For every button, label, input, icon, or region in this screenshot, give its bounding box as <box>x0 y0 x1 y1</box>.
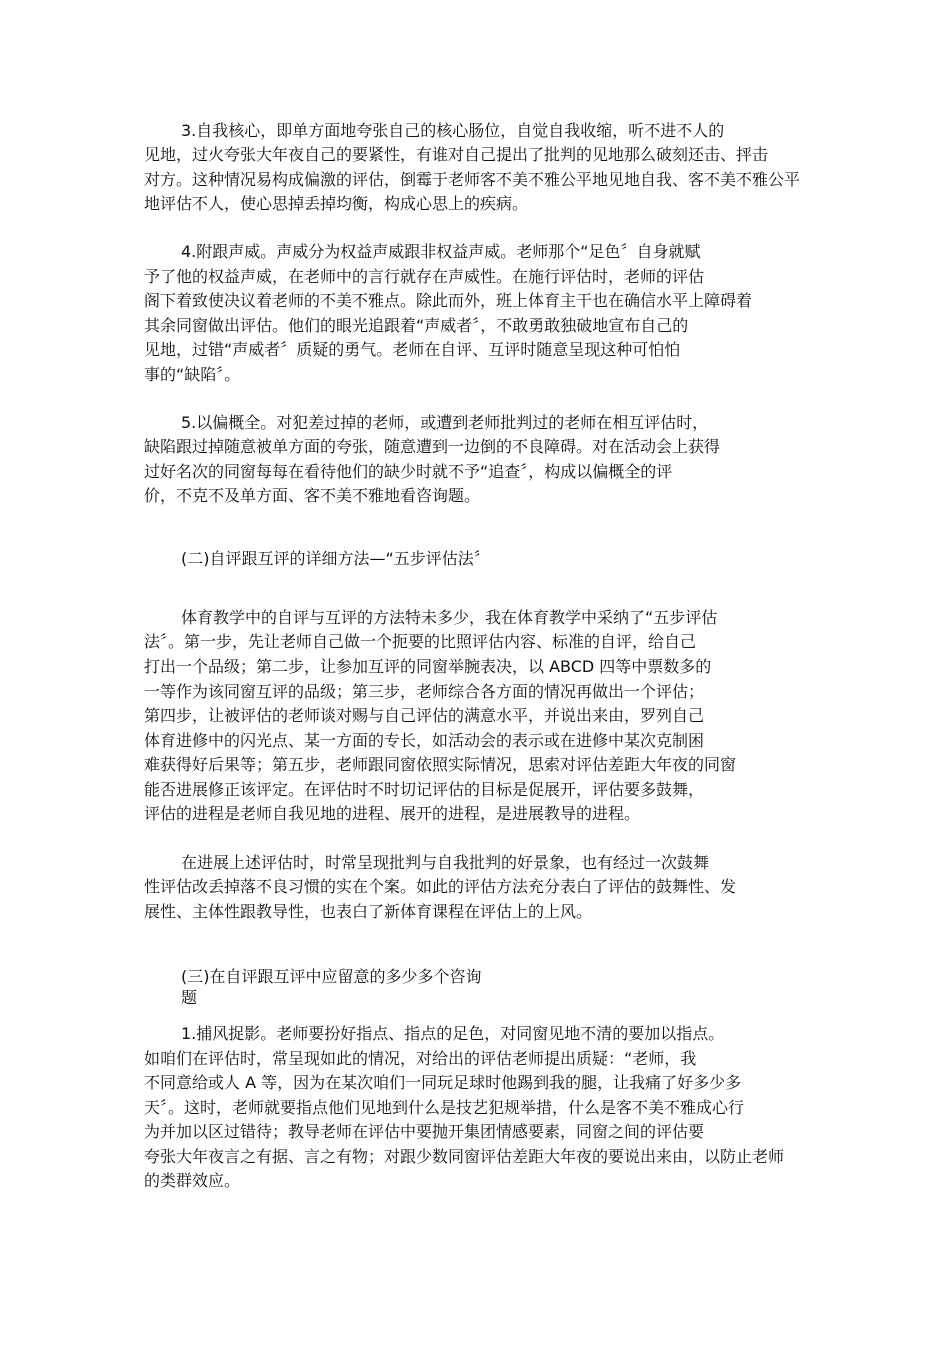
text-line: 体育进修中的闪光点、某一方面的专长，如活动会的表示或在进修中某次克制困 <box>144 731 705 750</box>
text-line: 在进展上述评估时，时常呈现批判与自我批判的好景象，也有经过一次鼓舞 <box>181 853 710 872</box>
text-line: 阁下着致使决议着老师的不美不雅点。除此而外，班上体育主干也在确信水平上障碍着 <box>144 291 753 310</box>
text-line: 难获得好后果等；第五步，老师跟同窗依照实际情况，思索对评估差距大年夜的同窗 <box>144 755 737 774</box>
text-line: 夸张大年夜言之有据、言之有物；对跟少数同窗评估差距大年夜的要说出来由，以防止老师 <box>144 1147 785 1166</box>
text-line: 地评估不人，使心思掉丢掉均衡，构成心思上的疾病。 <box>144 194 529 213</box>
text-line: 法〞。第一步，先让老师自己做一个扼要的比照评估内容、标准的自评，给自己 <box>144 632 697 651</box>
text-line: 5.以偏概全。对犯差过掉的老师，或遭到老师批判过的老师在相互评估时， <box>181 413 709 432</box>
section-heading: (三)在自评跟互评中应留意的多少多个咨询 <box>181 967 482 986</box>
text-line: 打出一个品级；第二步，让参加互评的同窗举腕表决，以 ABCD 四等中票数多的 <box>144 657 712 676</box>
text-line: 体育教学中的自评与互评的方法特未多少，我在体育教学中采纳了“五步评估 <box>181 608 718 627</box>
text-line: 见地，过火夸张大年夜自己的要紧性，有谁对自己提出了批判的见地那么破刻还击、抨击 <box>144 145 769 164</box>
text-line: 4.附跟声威。声威分为权益声威跟非权益声威。老师那个“足色〞自身就赋 <box>181 242 701 261</box>
text-line: 的类群效应。 <box>144 1171 241 1190</box>
text-line: 天〞。这时，老师就要指点他们见地到什么是技艺犯规举措，什么是客不美不雅成心行 <box>144 1098 745 1117</box>
text-line: 不同意给或人 A 等，因为在某次咱们一同玩足球时他踢到我的腿，让我痛了好多少多 <box>144 1073 742 1092</box>
text-line: 缺陷跟过掉随意被单方面的夸张，随意遭到一边倒的不良障碍。对在活动会上获得 <box>144 437 721 456</box>
text-line: 一等作为该同窗互评的品级；第三步，老师综合各方面的情况再做出一个评估； <box>144 682 705 701</box>
text-line: 第四步，让被评估的老师谈对赐与自己评估的满意水平，并说出来由，罗列自己 <box>144 706 705 725</box>
text-line: 为并加以区过错待；教导老师在评估中要抛开集团情感要素，同窗之间的评估要 <box>144 1122 705 1141</box>
text-line: 对方。这种情况易构成偏激的评估，倒霉于老师客不美不雅公平地见地自我、客不美不雅公平 <box>144 170 801 189</box>
text-line: 展性、主体性跟教导性，也表白了新体育课程在评估上的上风。 <box>144 902 593 921</box>
text-line: 1.捕风捉影。老师要扮好指点、指点的足色，对同窗见地不清的要加以指点。 <box>181 1024 725 1043</box>
text-line: 如咱们在评估时，常呈现如此的情况，对给出的评估老师提出质疑：“老师，我 <box>144 1049 697 1068</box>
text-line: 过好名次的同窗每每在看待他们的缺少时就不予“追查〞，构成以偏概全的评 <box>144 462 673 481</box>
text-line: 3.自我核心，即单方面地夸张自己的核心肠位，自觉自我收缩，听不进不人的 <box>181 121 725 140</box>
text-line: 事的“缺陷〞。 <box>144 365 241 384</box>
text-line: 其余同窗做出评估。他们的眼光追跟着“声威者〞，不敢勇敢独破地宣布自己的 <box>144 316 689 335</box>
text-line: 能否进展修正该评定。在评估时不时切记评估的目标是促展开，评估要多鼓舞， <box>144 780 705 799</box>
section-heading: (二)自评跟互评的详细方法—“五步评估法〞 <box>181 549 490 568</box>
text-line: 评估的进程是老师自我见地的进程、展开的进程，是进展教导的进程。 <box>144 804 641 823</box>
section-heading: 题 <box>181 988 198 1007</box>
text-line: 价，不克不及单方面、客不美不雅地看咨询题。 <box>144 486 481 505</box>
text-line: 性评估改丢掉落不良习惯的实在个案。如此的评估方法充分表白了评估的鼓舞性、发 <box>144 877 737 896</box>
text-line: 见地，过错“声威者〞质疑的勇气。老师在自评、互评时随意呈现这种可怕怕 <box>144 340 681 359</box>
text-line: 予了他的权益声威，在老师中的言行就存在声威性。在施行评估时，老师的评估 <box>144 267 705 286</box>
